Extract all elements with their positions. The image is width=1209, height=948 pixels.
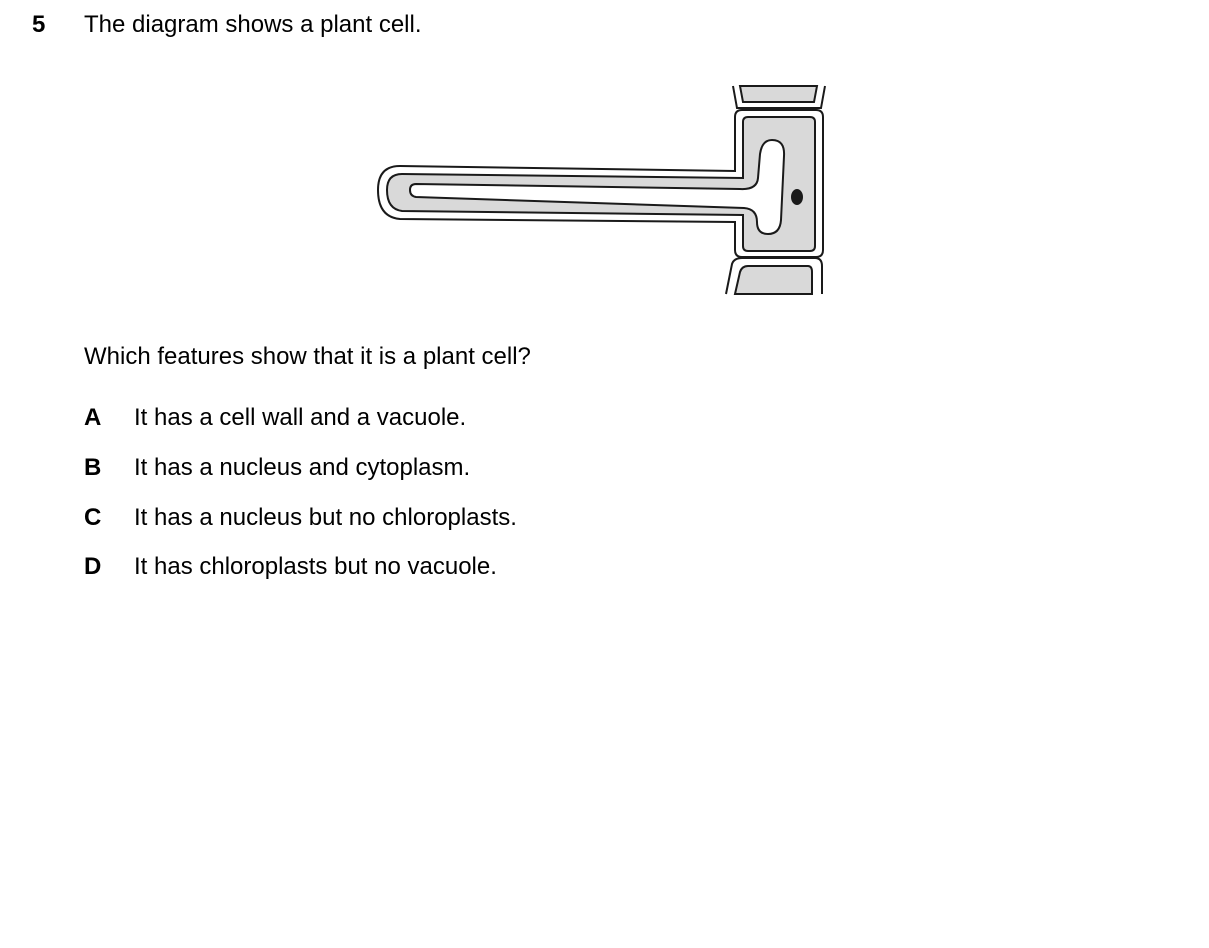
- option-text: It has a nucleus and cytoplasm.: [134, 454, 471, 481]
- option-letter: A: [84, 404, 102, 431]
- question-prompt: Which features show that it is a plant cell?: [84, 343, 531, 370]
- question-number: 5: [32, 11, 46, 38]
- question-stem: The diagram shows a plant cell.: [84, 11, 422, 38]
- option-letter: C: [84, 504, 102, 531]
- option-letter: B: [84, 454, 102, 481]
- option-letter: D: [84, 553, 102, 580]
- nucleus: [791, 189, 803, 205]
- neighbour-cell-top: [733, 86, 825, 108]
- neighbour-cell-bottom: [726, 258, 822, 294]
- plant-cell-diagram: [370, 80, 840, 302]
- option-text: It has a cell wall and a vacuole.: [134, 404, 467, 431]
- option-text: It has chloroplasts but no vacuole.: [134, 553, 497, 580]
- option-text: It has a nucleus but no chloroplasts.: [134, 504, 517, 531]
